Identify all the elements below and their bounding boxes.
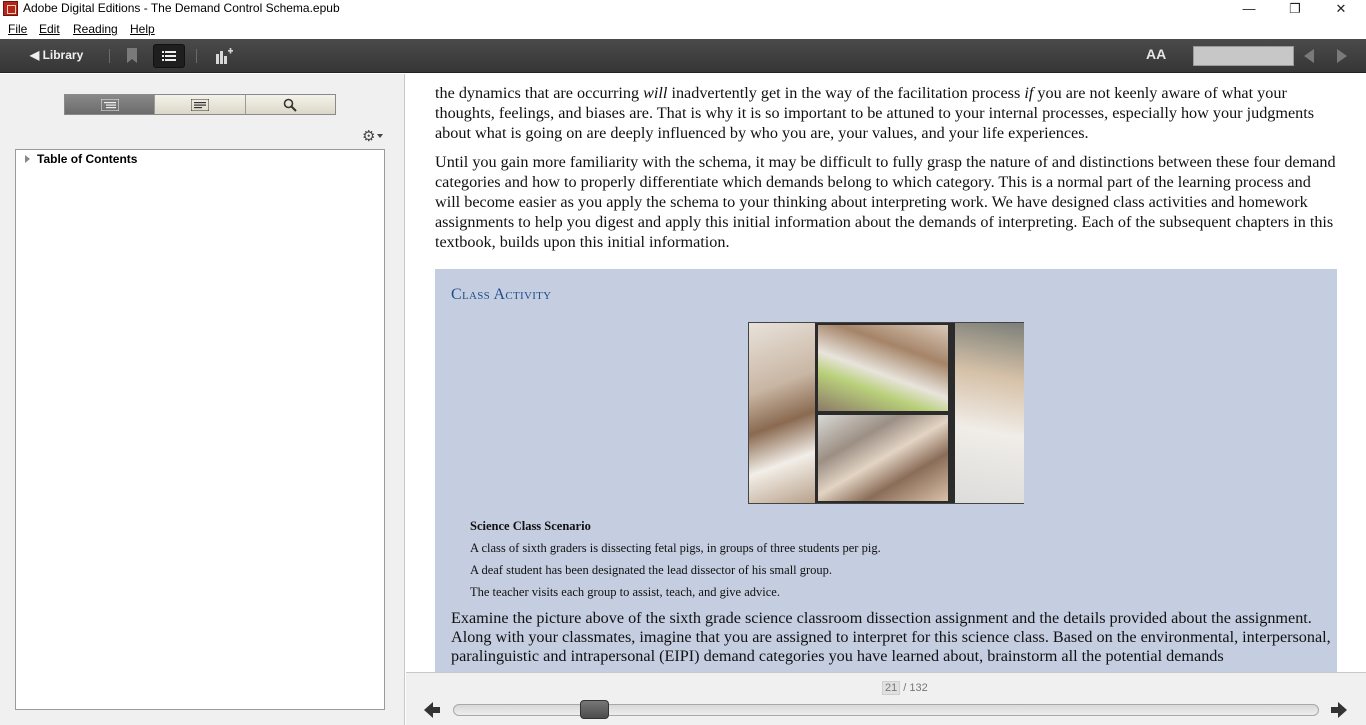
menu-edit[interactable]: Edit (39, 22, 60, 36)
toc-icon (101, 99, 119, 111)
reading-pane (406, 74, 1366, 672)
toc-item-table-of-contents[interactable]: Table of Contents (37, 152, 138, 166)
text-run: you are not keenly aware of what your thoughts, feelings, and biases are. That is why it is so important to be attuned to your internal processes, especially how your judgments about what is going on are deeply influenced by who you are, your values, and your life experiences. (435, 84, 1315, 142)
text-run: inadvertently get in the way of the facilitation process (667, 84, 1025, 102)
menu-help[interactable]: Help (130, 22, 155, 36)
body-paragraph (435, 83, 1337, 143)
current-page-input[interactable]: 21 (882, 681, 900, 695)
close-window-button[interactable]: ✕ (1335, 1, 1347, 16)
tab-search[interactable] (246, 95, 335, 114)
activity-paragraph: Examine the picture above of the sixth grade science classroom dissection assignment and the details provided about the assignment. Along with your classmates, imagine that you are assigned to interpret for this science class. Based on the environmental, interpersonal, paralinguistic and intrapersonal (EIPI) demand categories you have learned about, brainstorm all the potential demands (451, 609, 1331, 665)
next-result-icon[interactable] (1337, 49, 1347, 63)
list-icon (154, 45, 184, 67)
gear-icon[interactable]: ⚙ (362, 128, 376, 145)
next-page-icon[interactable] (1330, 701, 1348, 719)
emphasis-text: will (643, 84, 668, 102)
text-run: the dynamics that are occurring (435, 84, 644, 102)
window-title: Adobe Digital Editions - The Demand Control Schema.epub (23, 1, 340, 15)
scenario-title: Science Class Scenario (470, 519, 591, 533)
photo-panel (955, 323, 1024, 503)
scenario-line: A deaf student has been designated the lead dissector of his small group. (470, 563, 833, 577)
emphasis-text: if (1024, 84, 1034, 102)
panel-view-tabs (64, 94, 336, 115)
minimize-button[interactable]: — (1242, 1, 1256, 16)
search-input[interactable] (1193, 46, 1294, 66)
activity-title: Class Activity (451, 286, 552, 303)
science-class-photo (748, 322, 1024, 504)
toggle-navigation-button[interactable] (153, 44, 185, 68)
title-bar (0, 0, 1366, 19)
tab-bookmarks[interactable] (155, 95, 245, 114)
previous-page-icon[interactable] (423, 701, 441, 719)
menu-reading[interactable]: Reading (73, 22, 118, 36)
maximize-button[interactable]: ❐ (1289, 1, 1301, 16)
navigation-panel (0, 74, 405, 725)
page-indicator (882, 681, 928, 695)
page-navigation-bar (406, 672, 1366, 725)
annotations-list-icon (191, 99, 209, 111)
page-slider-thumb[interactable] (580, 700, 609, 719)
scenario-line: A class of sixth graders is dissecting fetal pigs, in groups of three students per pig. (470, 541, 881, 555)
body-paragraph: Until you gain more familiarity with the schema, it may be difficult to fully grasp the nature of and distinctions between these four demand categories and how to properly differentiate which demands belong to which category. This is a normal part of the learning process and will become easier as you apply the schema to your thinking about interpreting work. We have designed class activities and homework assignments to help you digest and apply this initial information about the demands of interpreting. Each of the subsequent chapters in this textbook, builds upon this initial information. (435, 153, 1336, 251)
toc-tree (15, 149, 385, 710)
total-pages: 132 (909, 682, 928, 694)
toolbar-divider (109, 49, 110, 63)
photo-panel (818, 415, 948, 501)
class-activity-box (435, 269, 1337, 672)
add-to-library-chart-icon[interactable] (215, 48, 233, 64)
photo-panel (749, 323, 815, 503)
previous-result-icon[interactable] (1304, 49, 1314, 63)
scenario-line: The teacher visits each group to assist, teach, and give advice. (470, 585, 780, 599)
library-button[interactable]: ◀ Library (30, 48, 84, 62)
adobe-app-icon (3, 1, 18, 16)
expand-arrow-icon[interactable] (25, 155, 30, 163)
toolbar-divider (196, 49, 197, 63)
page-separator: / (900, 682, 910, 694)
chevron-down-icon[interactable] (377, 134, 383, 138)
reader-toolbar (0, 39, 1366, 73)
tab-table-of-contents[interactable] (65, 95, 155, 114)
font-size-button[interactable]: AA (1146, 46, 1167, 62)
menu-bar (0, 19, 1366, 39)
bookmark-icon[interactable] (126, 48, 138, 64)
photo-panel (818, 325, 948, 411)
menu-file[interactable]: File (8, 22, 28, 36)
search-icon (283, 98, 297, 112)
